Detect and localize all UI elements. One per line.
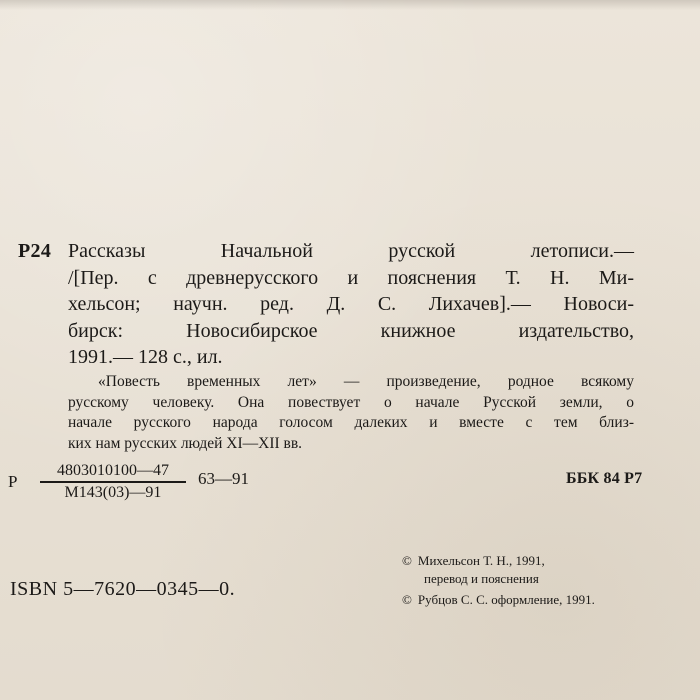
annotation-line: «Повесть временных лет» — произведение, родное всякому	[98, 373, 634, 390]
annotation-paragraph	[68, 372, 634, 454]
entry-line: Рассказы Начальной русской летописи.—	[68, 240, 634, 262]
publisher-index-numerator: 4803010100—47	[57, 462, 169, 479]
copyright-row	[402, 591, 682, 609]
copyright-continuation: перевод и пояснения	[424, 571, 539, 586]
annotation-line: начале русского народа голосом далеких и вместе с тем близ-	[68, 414, 634, 431]
publisher-index-fraction	[38, 461, 188, 503]
copyright-text: Рубцов С. С. оформление, 1991.	[417, 592, 595, 607]
publisher-index-suffix: 63—91	[198, 469, 249, 488]
publisher-index-letter: Р	[8, 472, 18, 491]
publisher-index-denominator: М143(03)—91	[64, 483, 162, 501]
publisher-index	[8, 462, 288, 502]
copyright-row	[402, 552, 682, 570]
entry-line: хельсон; научн. ред. Д. С. Лихачев].— Новоси-	[68, 293, 634, 315]
isbn-number: ISBN 5—7620—0345—0.	[10, 578, 236, 600]
entry-line: 1991.— 128 с., ил.	[68, 346, 223, 368]
annotation-line: русскому человеку. Она повествует о начале Русской земли, о	[68, 393, 634, 411]
copyright-symbol: ©	[402, 553, 412, 568]
bbk-classification: ББК 84 Р7	[566, 470, 643, 487]
page-edge-shadow	[0, 0, 700, 10]
copyright-block	[402, 552, 682, 609]
library-index-code: Р24	[18, 240, 52, 262]
copyright-text: Михельсон Т. Н., 1991,	[417, 553, 545, 568]
copyright-symbol: ©	[402, 592, 412, 607]
entry-line: бирск: Новосибирское книжное издательство,	[68, 319, 634, 342]
annotation-line: ких нам русских людей XI—XII вв.	[68, 434, 303, 452]
bibliographic-entry	[68, 238, 634, 371]
entry-line: /[Пер. с древнерусского и пояснения Т. Н. Ми-	[68, 266, 634, 289]
